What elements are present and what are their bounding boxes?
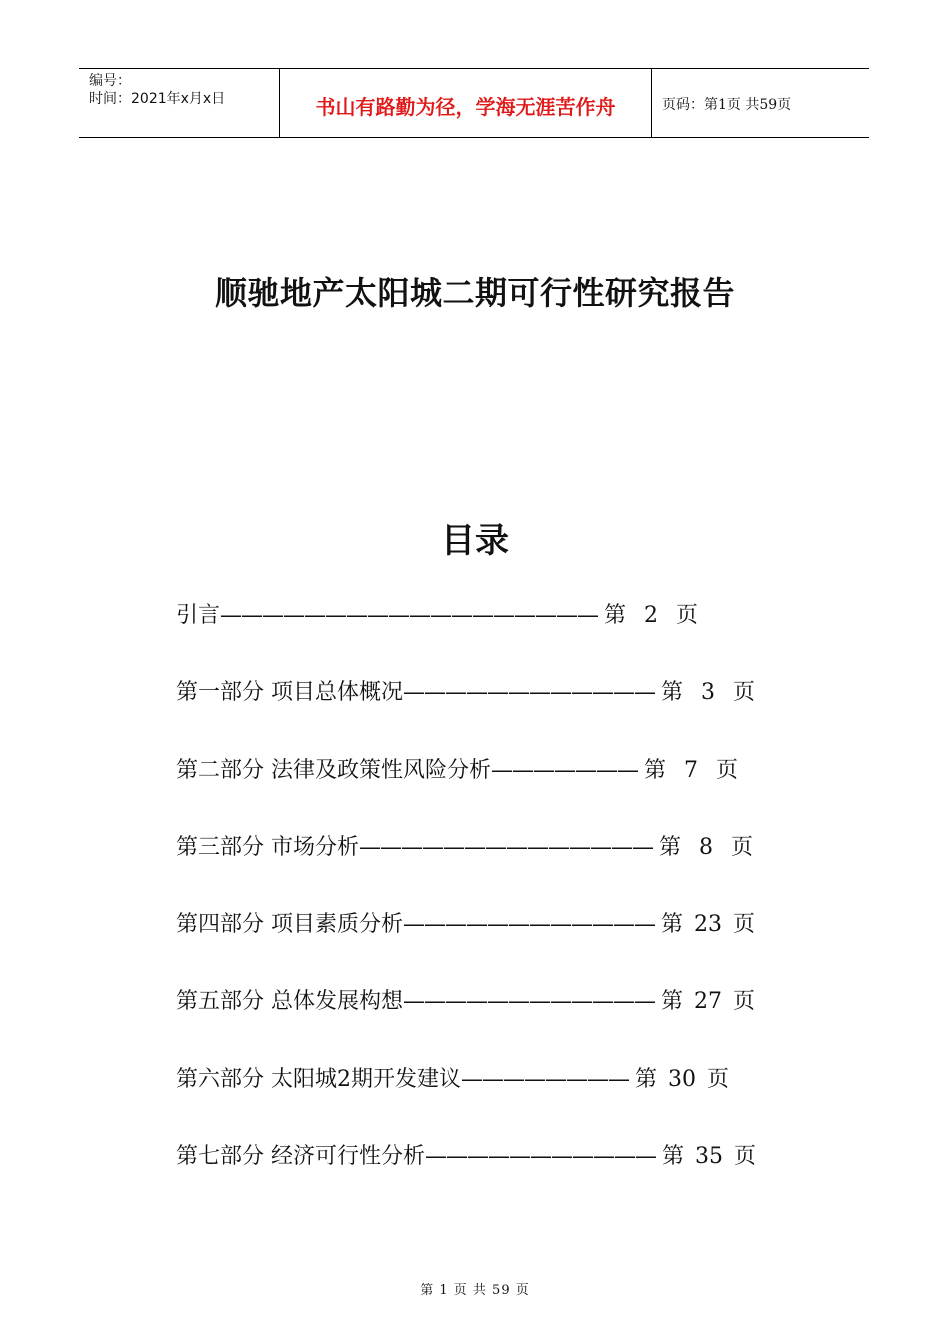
- toc-leader: ————————: [461, 1066, 629, 1092]
- toc-page-number: 2: [644, 603, 659, 628]
- toc-item: [176, 596, 776, 673]
- time-label: 时间：2021年x月x日: [89, 91, 226, 107]
- toc-page-suffix: 页: [716, 757, 739, 783]
- toc-leader: ——————————————————: [220, 603, 599, 628]
- toc-page-number: 3: [701, 680, 716, 706]
- toc-item: [176, 982, 776, 1059]
- document-title: 顺驰地产太阳城二期可行性研究报告: [214, 274, 735, 312]
- toc-heading: 目录: [441, 521, 509, 561]
- toc-item-label: 第五部分 总体发展构想: [176, 989, 403, 1015]
- toc-item: [176, 828, 776, 905]
- toc-leader: ———————————: [425, 1144, 656, 1170]
- toc-page-number: 27: [694, 989, 723, 1015]
- table-of-contents: [176, 596, 776, 1214]
- toc-page-prefix: 第: [659, 834, 682, 860]
- toc-page-suffix: 页: [733, 680, 756, 706]
- toc-page-prefix: 第: [604, 603, 627, 628]
- toc-leader: ————————————: [403, 680, 655, 706]
- toc-page-suffix: 页: [734, 1144, 757, 1170]
- toc-item-label: 第一部分 项目总体概况: [176, 680, 403, 706]
- motto-text: 书山有路勤为径，学海无涯苦作舟: [315, 94, 616, 119]
- toc-page-prefix: 第: [635, 1066, 658, 1092]
- toc-page-suffix: 页: [733, 912, 756, 938]
- toc-page-suffix: 页: [676, 603, 699, 628]
- toc-page-suffix: 页: [731, 834, 754, 860]
- header-motto-cell: [280, 69, 652, 137]
- page-info: 页码：第1页 共59页: [662, 97, 792, 113]
- toc-item-label: 第六部分 太阳城2期开发建议: [176, 1066, 461, 1092]
- toc-page-prefix: 第: [661, 912, 684, 938]
- header-page-cell: [652, 69, 869, 137]
- toc-item-label: 引言: [176, 603, 221, 628]
- number-label: 编号：: [89, 73, 131, 89]
- toc-page-suffix: 页: [733, 989, 756, 1015]
- toc-item-label: 第二部分 法律及政策性风险分析: [176, 757, 491, 783]
- toc-page-number: 8: [699, 834, 714, 860]
- toc-item: [176, 673, 776, 750]
- toc-page-prefix: 第: [661, 989, 684, 1015]
- toc-page-prefix: 第: [644, 757, 667, 783]
- toc-leader: ————————————: [403, 912, 655, 938]
- toc-page-number: 23: [694, 912, 723, 938]
- toc-leader: ——————————————: [359, 834, 653, 860]
- toc-item: [176, 1060, 776, 1137]
- toc-page-number: 30: [668, 1066, 697, 1092]
- toc-item-label: 第七部分 经济可行性分析: [176, 1144, 425, 1170]
- toc-item: [176, 905, 776, 982]
- toc-page-number: 7: [684, 757, 699, 783]
- toc-leader: ———————: [491, 757, 638, 783]
- toc-leader: ————————————: [403, 989, 655, 1015]
- toc-item: [176, 1137, 776, 1214]
- toc-item: [176, 751, 776, 828]
- toc-item-label: 第三部分 市场分析: [176, 834, 359, 860]
- toc-page-number: 35: [695, 1144, 724, 1170]
- header-meta-cell: [79, 69, 280, 137]
- toc-item-label: 第四部分 项目素质分析: [176, 912, 403, 938]
- page-footer: 第 1 页 共 59 页: [420, 1283, 530, 1298]
- document-header: [79, 68, 869, 138]
- toc-page-prefix: 第: [661, 680, 684, 706]
- toc-page-suffix: 页: [707, 1066, 730, 1092]
- toc-page-prefix: 第: [662, 1144, 685, 1170]
